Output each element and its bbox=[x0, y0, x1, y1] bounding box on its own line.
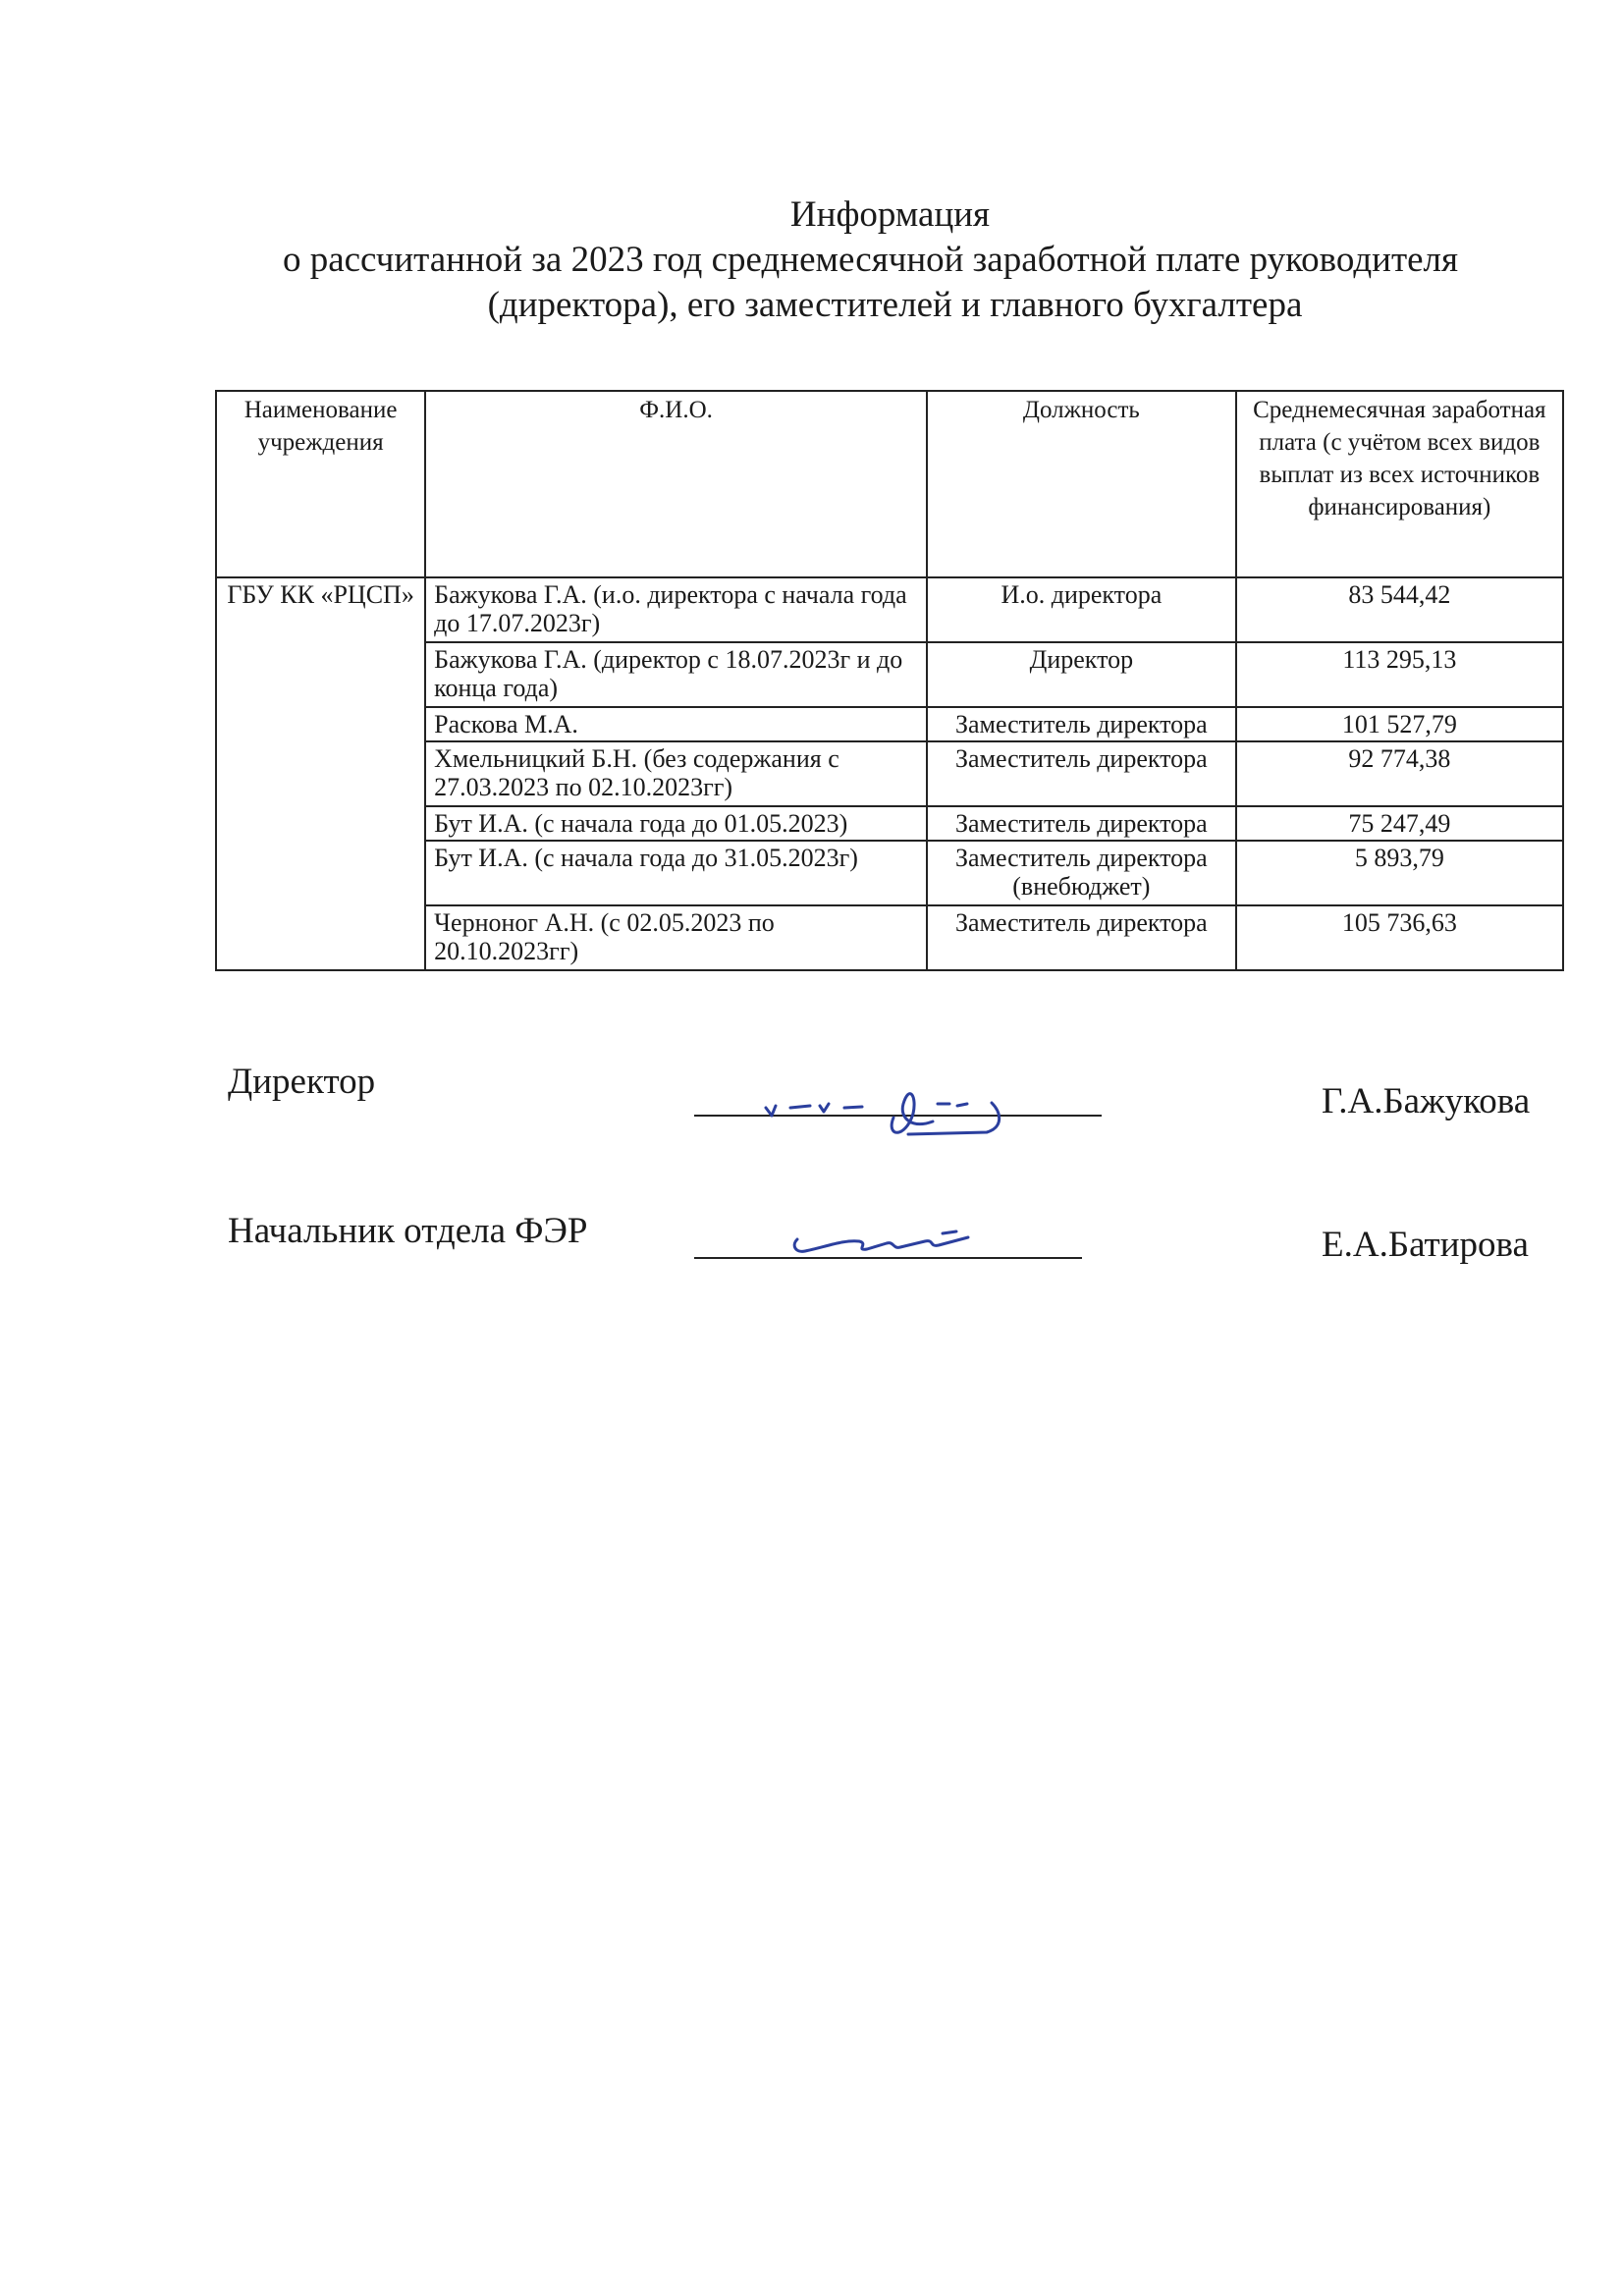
signature-role: Начальник отдела ФЭР bbox=[228, 1211, 588, 1251]
salary-cell: 105 736,63 bbox=[1236, 905, 1563, 970]
salary-cell: 92 774,38 bbox=[1236, 741, 1563, 806]
institution-cell: ГБУ КК «РЦСП» bbox=[216, 577, 425, 970]
fio-cell: Бут И.А. (с начала года до 01.05.2023) bbox=[425, 806, 927, 841]
position-cell: Директор bbox=[927, 642, 1236, 707]
position-cell: Заместитель директора bbox=[927, 741, 1236, 806]
fio-cell: Раскова М.А. bbox=[425, 707, 927, 741]
handwritten-signature bbox=[746, 1078, 1070, 1137]
document-title: Информация bbox=[789, 194, 991, 235]
document-subtitle-line-1: о рассчитанной за 2023 год среднемесячной заработной плате руководителя bbox=[282, 240, 1459, 280]
header-position: Должность bbox=[927, 391, 1236, 577]
position-cell: И.о. директора bbox=[927, 577, 1236, 642]
fio-cell: Бажукова Г.А. (и.о. директора с начала года до 17.07.2023г) bbox=[425, 577, 927, 642]
table-header-row bbox=[216, 391, 1563, 577]
signature-role: Директор bbox=[228, 1062, 376, 1102]
fio-cell: Бажукова Г.А. (директор с 18.07.2023г и до конца года) bbox=[425, 642, 927, 707]
fio-cell: Хмельницкий Б.Н. (без содержания с 27.03.2023 по 02.10.2023гг) bbox=[425, 741, 927, 806]
salary-cell: 83 544,42 bbox=[1236, 577, 1563, 642]
salary-cell: 5 893,79 bbox=[1236, 841, 1563, 905]
header-institution: Наименование учреждения bbox=[216, 391, 425, 577]
fio-cell: Бут И.А. (с начала года до 31.05.2023г) bbox=[425, 841, 927, 905]
salary-cell: 75 247,49 bbox=[1236, 806, 1563, 841]
signatory-name: Е.А.Батирова bbox=[1322, 1225, 1529, 1265]
salary-cell: 101 527,79 bbox=[1236, 707, 1563, 741]
position-cell: Заместитель директора bbox=[927, 905, 1236, 970]
table-row bbox=[216, 577, 1563, 642]
fio-cell: Черноног А.Н. (с 02.05.2023 по 20.10.2023гг) bbox=[425, 905, 927, 970]
position-cell: Заместитель директора bbox=[927, 707, 1236, 741]
position-cell: Заместитель директора (внебюджет) bbox=[927, 841, 1236, 905]
document-subtitle-line-2: (директора), его заместителей и главного бухгалтера bbox=[487, 285, 1303, 325]
salary-table bbox=[215, 390, 1564, 971]
header-fio: Ф.И.О. bbox=[425, 391, 927, 577]
position-cell: Заместитель директора bbox=[927, 806, 1236, 841]
header-salary: Среднемесячная заработная плата (с учётом всех видов выплат из всех источников финансирования) bbox=[1236, 391, 1563, 577]
handwritten-signature bbox=[785, 1222, 1011, 1261]
signatory-name: Г.А.Бажукова bbox=[1322, 1081, 1531, 1121]
document-title-block bbox=[0, 192, 1623, 328]
salary-cell: 113 295,13 bbox=[1236, 642, 1563, 707]
